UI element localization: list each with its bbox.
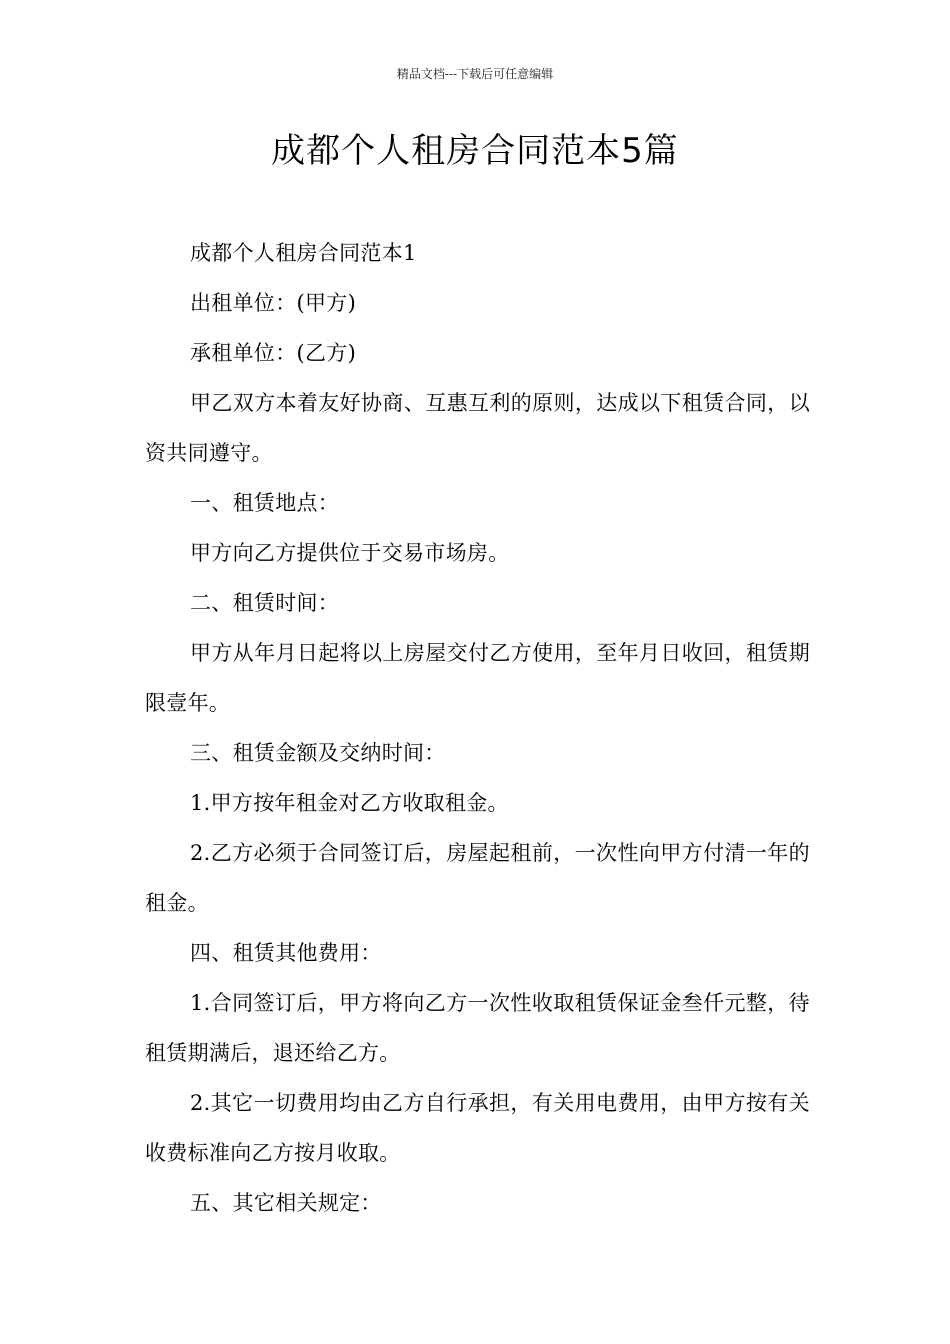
section-heading-other-fees: 四、租赁其他费用： — [190, 941, 382, 965]
paragraph-preamble: 甲乙双方本着友好协商、互惠互利的原则，达成以下租赁合同，以资共同遵守。 — [145, 391, 810, 465]
section-heading-amount: 三、租赁金额及交纳时间： — [190, 741, 446, 765]
paragraph-subtitle: 成都个人租房合同范本1 — [190, 241, 417, 265]
document-title: 成都个人租房合同范本5篇 — [271, 131, 679, 171]
paragraph-location: 甲方向乙方提供位于交易市场房。 — [190, 541, 510, 565]
paragraph-amount-2: 2.乙方必须于合同签订后，房屋起租前，一次性向甲方付清一年的租金。 — [145, 841, 810, 915]
section-heading-other-rules: 五、其它相关规定： — [190, 1191, 382, 1215]
paragraph-fees-1: 1.合同签订后，甲方将向乙方一次性收取租赁保证金叁仟元整，待租赁期满后，退还给乙方。 — [145, 991, 810, 1065]
document-body — [145, 228, 810, 1228]
section-heading-time: 二、租赁时间： — [190, 591, 340, 615]
section-heading-location: 一、租赁地点： — [190, 491, 340, 515]
paragraph-lessee: 承租单位：(乙方) — [190, 341, 357, 365]
paragraph-fees-2: 2.其它一切费用均由乙方自行承担，有关用电费用，由甲方按有关收费标准向乙方按月收取。 — [145, 1091, 810, 1165]
paragraph-time: 甲方从年月日起将以上房屋交付乙方使用，至年月日收回，租赁期限壹年。 — [145, 641, 810, 715]
header-note: 精品文档---下载后可任意编辑 — [396, 67, 554, 81]
paragraph-lessor: 出租单位：(甲方) — [190, 291, 357, 315]
paragraph-amount-1: 1.甲方按年租金对乙方收取租金。 — [190, 791, 509, 815]
